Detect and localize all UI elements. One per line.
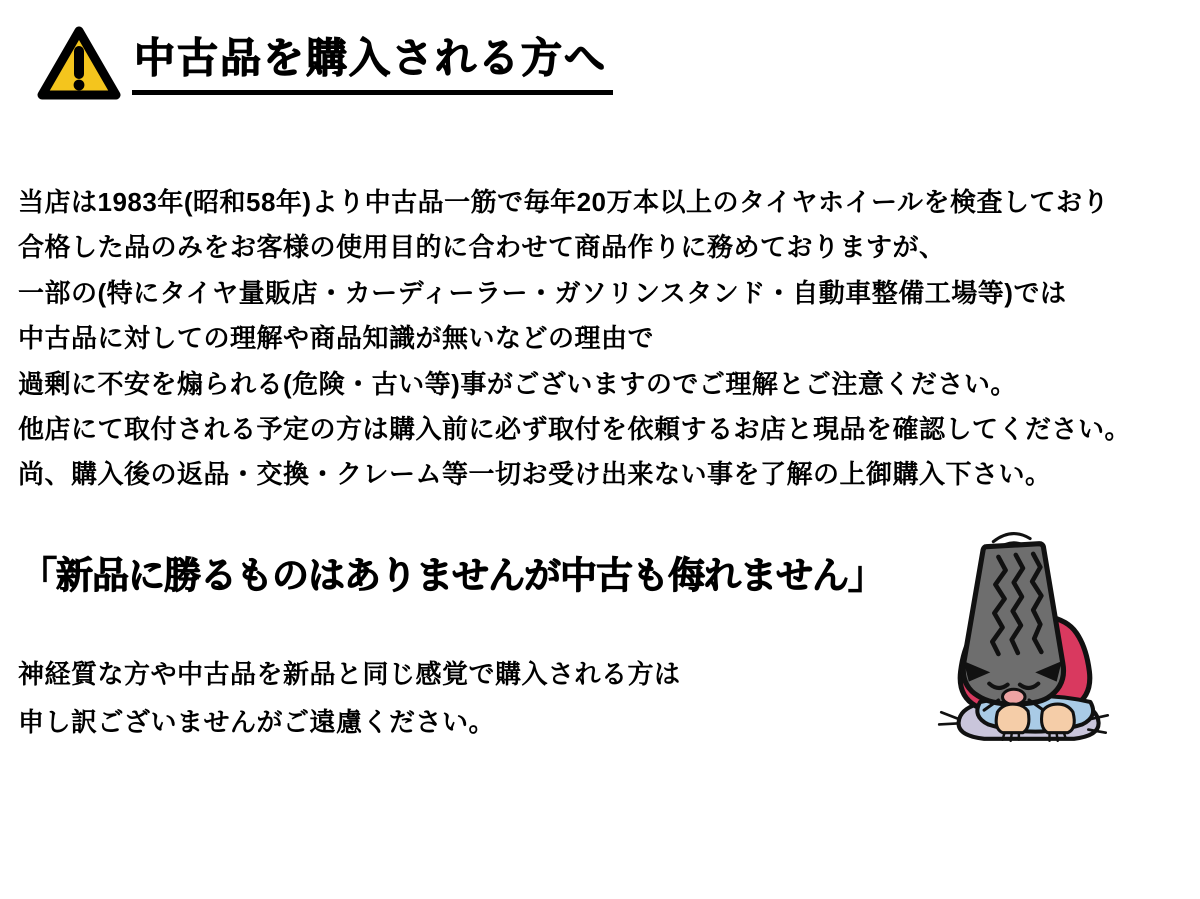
notice-line-2: 合格した品のみをお客様の使用目的に合わせて商品作りに務めておりますが、 [18, 232, 946, 263]
notice-line-4: 中古品に対しての理解や商品知識が無いなどの理由で [18, 323, 655, 354]
nose-icon [1003, 689, 1025, 704]
page-title: 中古品を購入される方へ [132, 34, 613, 95]
disclaimer-line-2: 申し訳ございませんがご遠慮ください。 [18, 707, 496, 737]
quote-heading: 「新品に勝るものはありませんが中古も侮れません」 [20, 555, 884, 596]
notice-paragraph [18, 180, 1131, 498]
bowing-tire-mascot-illustration [933, 512, 1117, 749]
exclamation-dot [74, 80, 85, 91]
disclaimer-line-1: 神経質な方や中古品を新品と同じ感覚で購入される方は [18, 659, 681, 689]
notice-line-5: 過剰に不安を煽られる(危険・古い等)事がございますのでご理解とご注意ください。 [18, 368, 1017, 399]
notice-line-1: 当店は1983年(昭和58年)より中古品一筋で毎年20万本以上のタイヤホイールを検査しており [18, 187, 1109, 217]
tire-head [963, 544, 1063, 704]
disclaimer-paragraph [18, 650, 681, 746]
notice-line-7: 尚、購入後の返品・交換・クレーム等一切お受け出来ない事を了解の上御購入下さい。 [18, 459, 1052, 490]
warning-triangle-icon [36, 24, 122, 104]
notice-line-3: 一部の(特にタイヤ量販店・カーディーラー・ガソリンスタンド・自動車整備工場等)では [18, 277, 1067, 308]
notice-line-6: 他店にて取付される予定の方は購入前に必ず取付を依頼するお店と現品を確認してください。 [18, 414, 1132, 445]
